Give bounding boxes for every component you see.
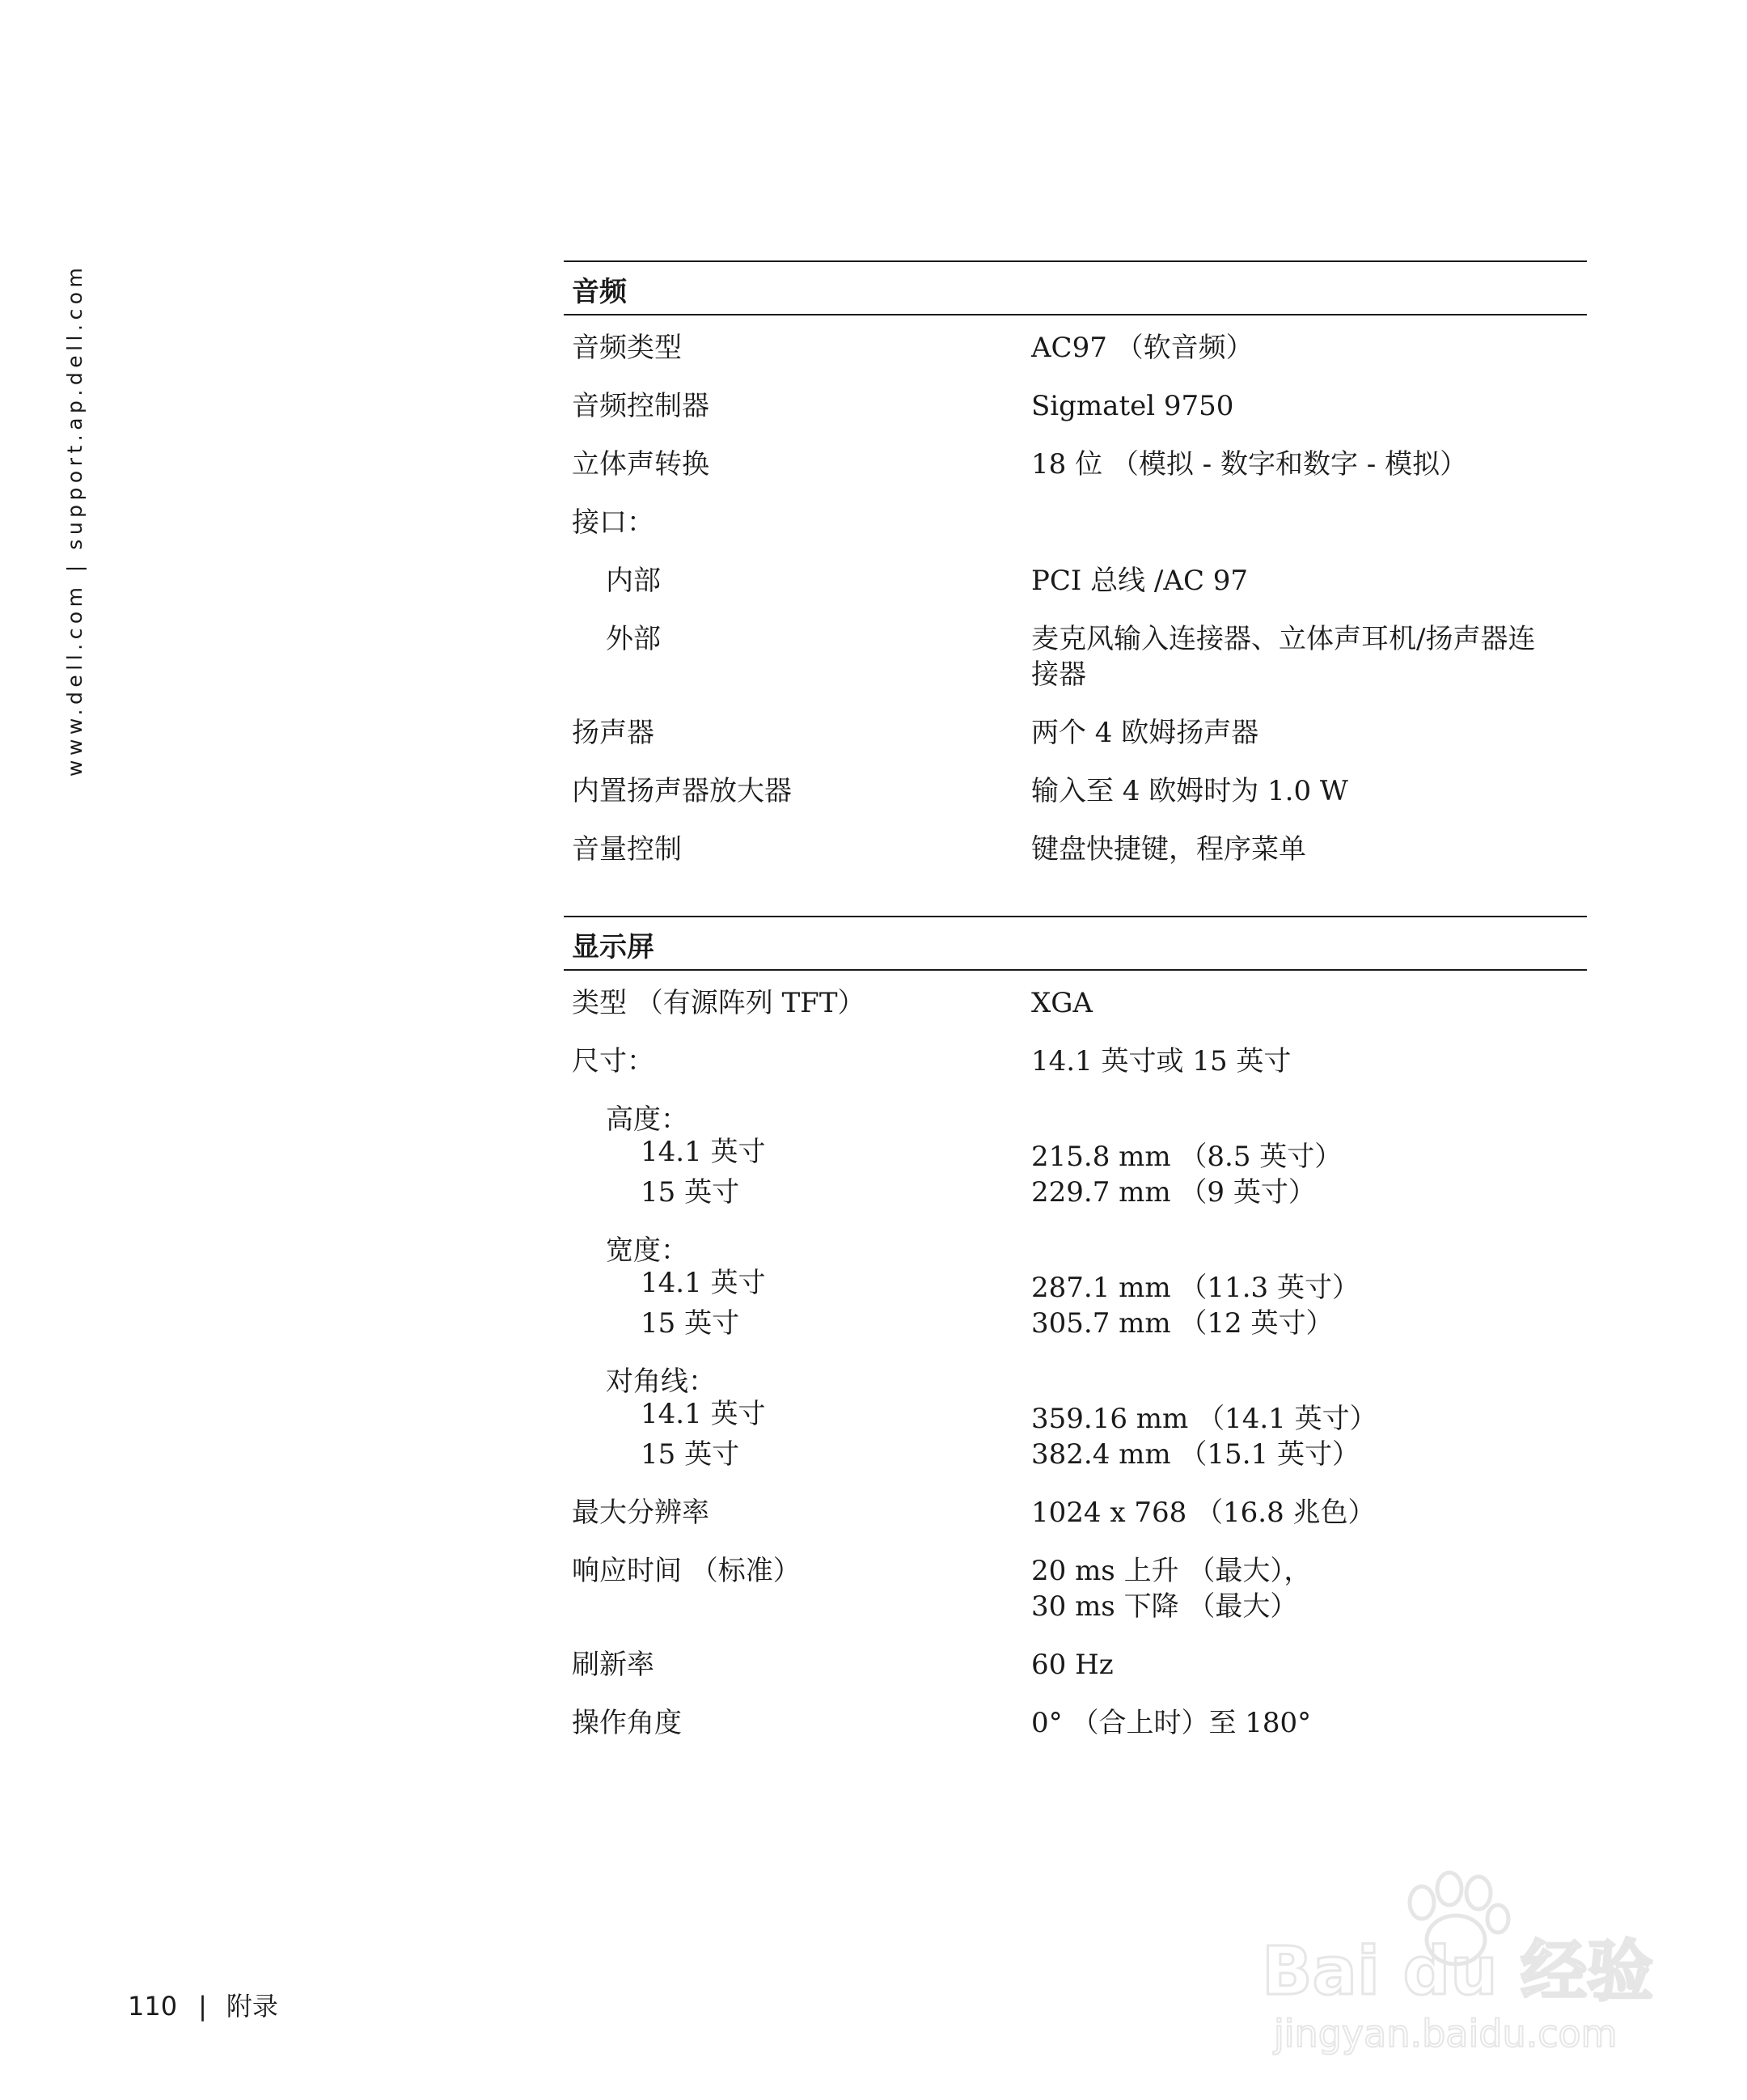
spec-label: 音量控制 [572, 833, 682, 866]
spec-value [1031, 621, 1587, 692]
spec-row [564, 1134, 1587, 1175]
spec-row [564, 1306, 1587, 1341]
spec-label: 宽度： [606, 1234, 688, 1267]
spec-row [564, 985, 1587, 1021]
spec-value: 两个 4 欧姆扬声器 [1031, 717, 1259, 749]
section-title-display: 显示屏 [564, 916, 1587, 971]
spec-value-line: 30 ms 下降 （最大） [1031, 1590, 1298, 1623]
spec-value: 1024 x 768 （16.8 兆色） [1031, 1497, 1376, 1529]
page-number: 110 [128, 1991, 178, 2022]
spec-row [564, 832, 1587, 867]
spec-value: 359.16 mm （14.1 英寸） [1031, 1403, 1377, 1435]
spec-row [564, 1647, 1587, 1683]
spec-label: 高度： [606, 1103, 688, 1136]
spec-row [564, 1705, 1587, 1741]
spec-value: AC97 （软音频） [1031, 332, 1254, 364]
spec-row [564, 505, 1587, 540]
spec-label: 对角线： [606, 1365, 716, 1398]
spec-row [564, 621, 1587, 692]
spec-row [564, 1396, 1587, 1437]
spec-sublabel: 15 英寸 [641, 1176, 740, 1209]
spec-row [564, 1437, 1587, 1472]
watermark-url: jingyan.baidu.com [1274, 2012, 1618, 2056]
spec-value: 382.4 mm （15.1 英寸） [1031, 1438, 1360, 1471]
spec-row [564, 773, 1587, 809]
baidu-jingyan-watermark [1237, 1844, 1674, 2063]
spec-value: 键盘快捷键，程序菜单 [1031, 833, 1306, 866]
spec-value: 305.7 mm （12 英寸） [1031, 1307, 1334, 1340]
spec-value: 60 Hz [1031, 1649, 1114, 1681]
spec-label: 外部 [606, 623, 661, 655]
spec-row [564, 1495, 1587, 1531]
spec-value-line: 接器 [1031, 658, 1086, 691]
spec-label: 尺寸： [572, 1045, 654, 1078]
section-title-audio: 音频 [564, 260, 1587, 315]
spec-row [564, 1044, 1587, 1079]
spec-label: 音频类型 [572, 332, 682, 364]
spec-sublabel: 14.1 英寸 [641, 1398, 766, 1430]
spec-value: PCI 总线 /AC 97 [1031, 565, 1249, 597]
spec-value [1031, 505, 1587, 540]
spec-value: 18 位 （模拟 - 数字和数字 - 模拟） [1031, 448, 1468, 481]
spec-value-line: 20 ms 上升 （最大）， [1031, 1555, 1312, 1587]
spec-value: Sigmatel 9750 [1031, 390, 1234, 422]
spec-sublabel: 15 英寸 [641, 1307, 740, 1340]
spec-label: 类型 （有源阵列 TFT） [572, 987, 865, 1019]
spec-value: 229.7 mm （9 英寸） [1031, 1176, 1316, 1209]
spec-row [564, 715, 1587, 751]
spec-sublabel: 14.1 英寸 [641, 1267, 766, 1299]
spec-value: XGA [1031, 987, 1093, 1019]
spec-row [564, 447, 1587, 482]
spec-label: 扬声器 [572, 717, 654, 749]
spec-row [564, 1553, 1587, 1624]
spec-value: 215.8 mm （8.5 英寸） [1031, 1141, 1343, 1173]
spec-value: 287.1 mm （11.3 英寸） [1031, 1272, 1360, 1304]
footer-section: 附录 [226, 1991, 278, 2022]
spec-value: 输入至 4 欧姆时为 1.0 W [1031, 775, 1348, 807]
spec-label: 操作角度 [572, 1707, 682, 1739]
spec-row [564, 1175, 1587, 1210]
spec-sublabel: 14.1 英寸 [641, 1136, 766, 1168]
footer-separator: | [198, 1991, 207, 2022]
spec-label: 内置扬声器放大器 [572, 775, 792, 807]
spec-value: 0° （合上时）至 180° [1031, 1707, 1312, 1739]
spec-row [564, 1364, 1587, 1399]
spec-row [564, 1265, 1587, 1306]
spec-label: 音频控制器 [572, 390, 709, 422]
spec-row [564, 330, 1587, 366]
spec-table [564, 260, 1587, 1741]
spec-value: 14.1 英寸或 15 英寸 [1031, 1045, 1292, 1078]
watermark-brand: Bai du 经验 [1262, 1933, 1654, 2010]
spec-value [1031, 1553, 1587, 1624]
side-url: www.dell.com | support.ap.dell.com [63, 263, 87, 777]
spec-row [564, 563, 1587, 599]
spec-label: 内部 [606, 565, 661, 597]
spec-label: 立体声转换 [572, 448, 709, 481]
spec-value-line: 麦克风输入连接器、立体声耳机/扬声器连 [1031, 623, 1536, 655]
spec-row [564, 1233, 1587, 1268]
spec-label: 接口： [572, 506, 654, 539]
page-footer [128, 1986, 278, 2023]
section-gap [564, 867, 1587, 916]
spec-sublabel: 15 英寸 [641, 1438, 740, 1471]
spec-row [564, 388, 1587, 424]
spec-row [564, 1102, 1587, 1137]
spec-label: 刷新率 [572, 1649, 654, 1681]
spec-label: 响应时间 （标准） [572, 1555, 801, 1587]
spec-label: 最大分辨率 [572, 1497, 709, 1529]
